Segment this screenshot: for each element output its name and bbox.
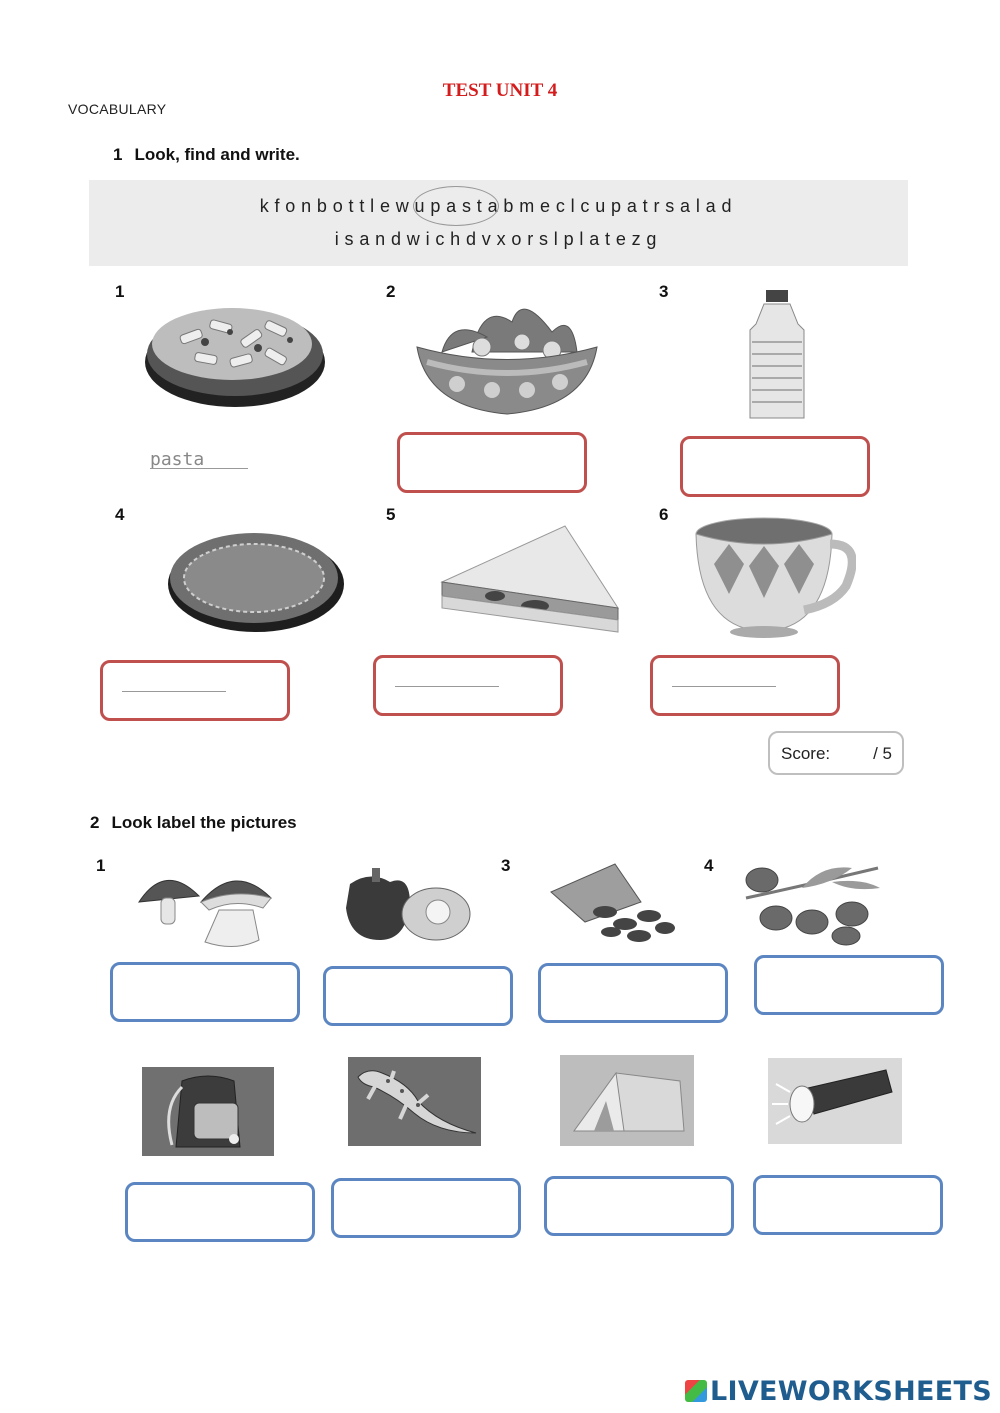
seeds-image — [545, 862, 679, 944]
ex2-item-number-3: 3 — [501, 856, 511, 875]
page-title: TEST UNIT 4 — [442, 80, 558, 101]
pasta-bowl-image — [140, 292, 330, 412]
label-box-5[interactable] — [125, 1182, 315, 1242]
sandwich-image — [440, 524, 622, 636]
label-box-6[interactable] — [331, 1178, 521, 1238]
exercise-1-instruction: Look, find and write. — [134, 145, 300, 164]
item-number-2: 2 — [386, 282, 396, 301]
item-number-6: 6 — [659, 505, 669, 524]
exercise-2-instruction: Look label the pictures — [111, 813, 297, 832]
exercise-2-number: 2 — [90, 813, 100, 832]
letter-row-1: kfonbottlewupastabmeclcupatrsalad — [259, 196, 738, 216]
answer-box-5[interactable] — [373, 655, 563, 716]
section-label: VOCABULARY — [68, 101, 167, 117]
example-answer-line — [150, 468, 248, 469]
mushrooms-image — [135, 862, 275, 950]
item-number-1: 1 — [115, 282, 125, 301]
ex2-item-number-1: 1 — [96, 856, 106, 875]
score-total: / 5 — [873, 744, 892, 763]
item-number-5: 5 — [386, 505, 396, 524]
label-box-7[interactable] — [544, 1176, 734, 1236]
plate-image — [165, 526, 347, 634]
answer-box-6[interactable] — [650, 655, 840, 716]
letter-row-2: isandwichdvxorslplatezg — [334, 229, 663, 249]
label-box-4[interactable] — [754, 955, 944, 1015]
label-box-3[interactable] — [538, 963, 728, 1023]
score-box — [768, 731, 904, 775]
cup-image — [694, 514, 856, 638]
liveworksheets-brand-text: LIVEWORKSHEETS — [709, 1376, 992, 1407]
answer-box-2[interactable] — [397, 432, 587, 493]
score-label: Score: — [781, 744, 831, 763]
label-box-8[interactable] — [753, 1175, 943, 1235]
tent-image — [560, 1055, 694, 1146]
label-box-1[interactable] — [110, 962, 300, 1022]
answer-box-3[interactable] — [680, 436, 870, 497]
exercise-1-heading — [113, 145, 300, 165]
flashlight-image — [768, 1058, 902, 1144]
salad-bowl-image — [412, 292, 602, 416]
circled-word-highlight — [413, 186, 499, 226]
backpack-image — [142, 1067, 274, 1156]
item-number-3: 3 — [659, 282, 669, 301]
label-box-2[interactable] — [323, 966, 513, 1026]
water-bottle-image — [742, 290, 812, 422]
liveworksheets-logo-icon — [685, 1380, 707, 1402]
olives-image — [742, 858, 882, 946]
word-search-box — [89, 180, 908, 266]
liveworksheets-logo — [685, 1376, 992, 1407]
ex2-item-number-4: 4 — [704, 856, 714, 875]
peppers-image — [340, 864, 472, 944]
exercise-1-number: 1 — [113, 145, 123, 164]
item-number-4: 4 — [115, 505, 125, 524]
example-answer: pasta — [150, 449, 205, 470]
answer-box-4[interactable] — [100, 660, 290, 721]
exercise-2-heading — [90, 813, 297, 833]
lizard-image — [348, 1057, 481, 1146]
